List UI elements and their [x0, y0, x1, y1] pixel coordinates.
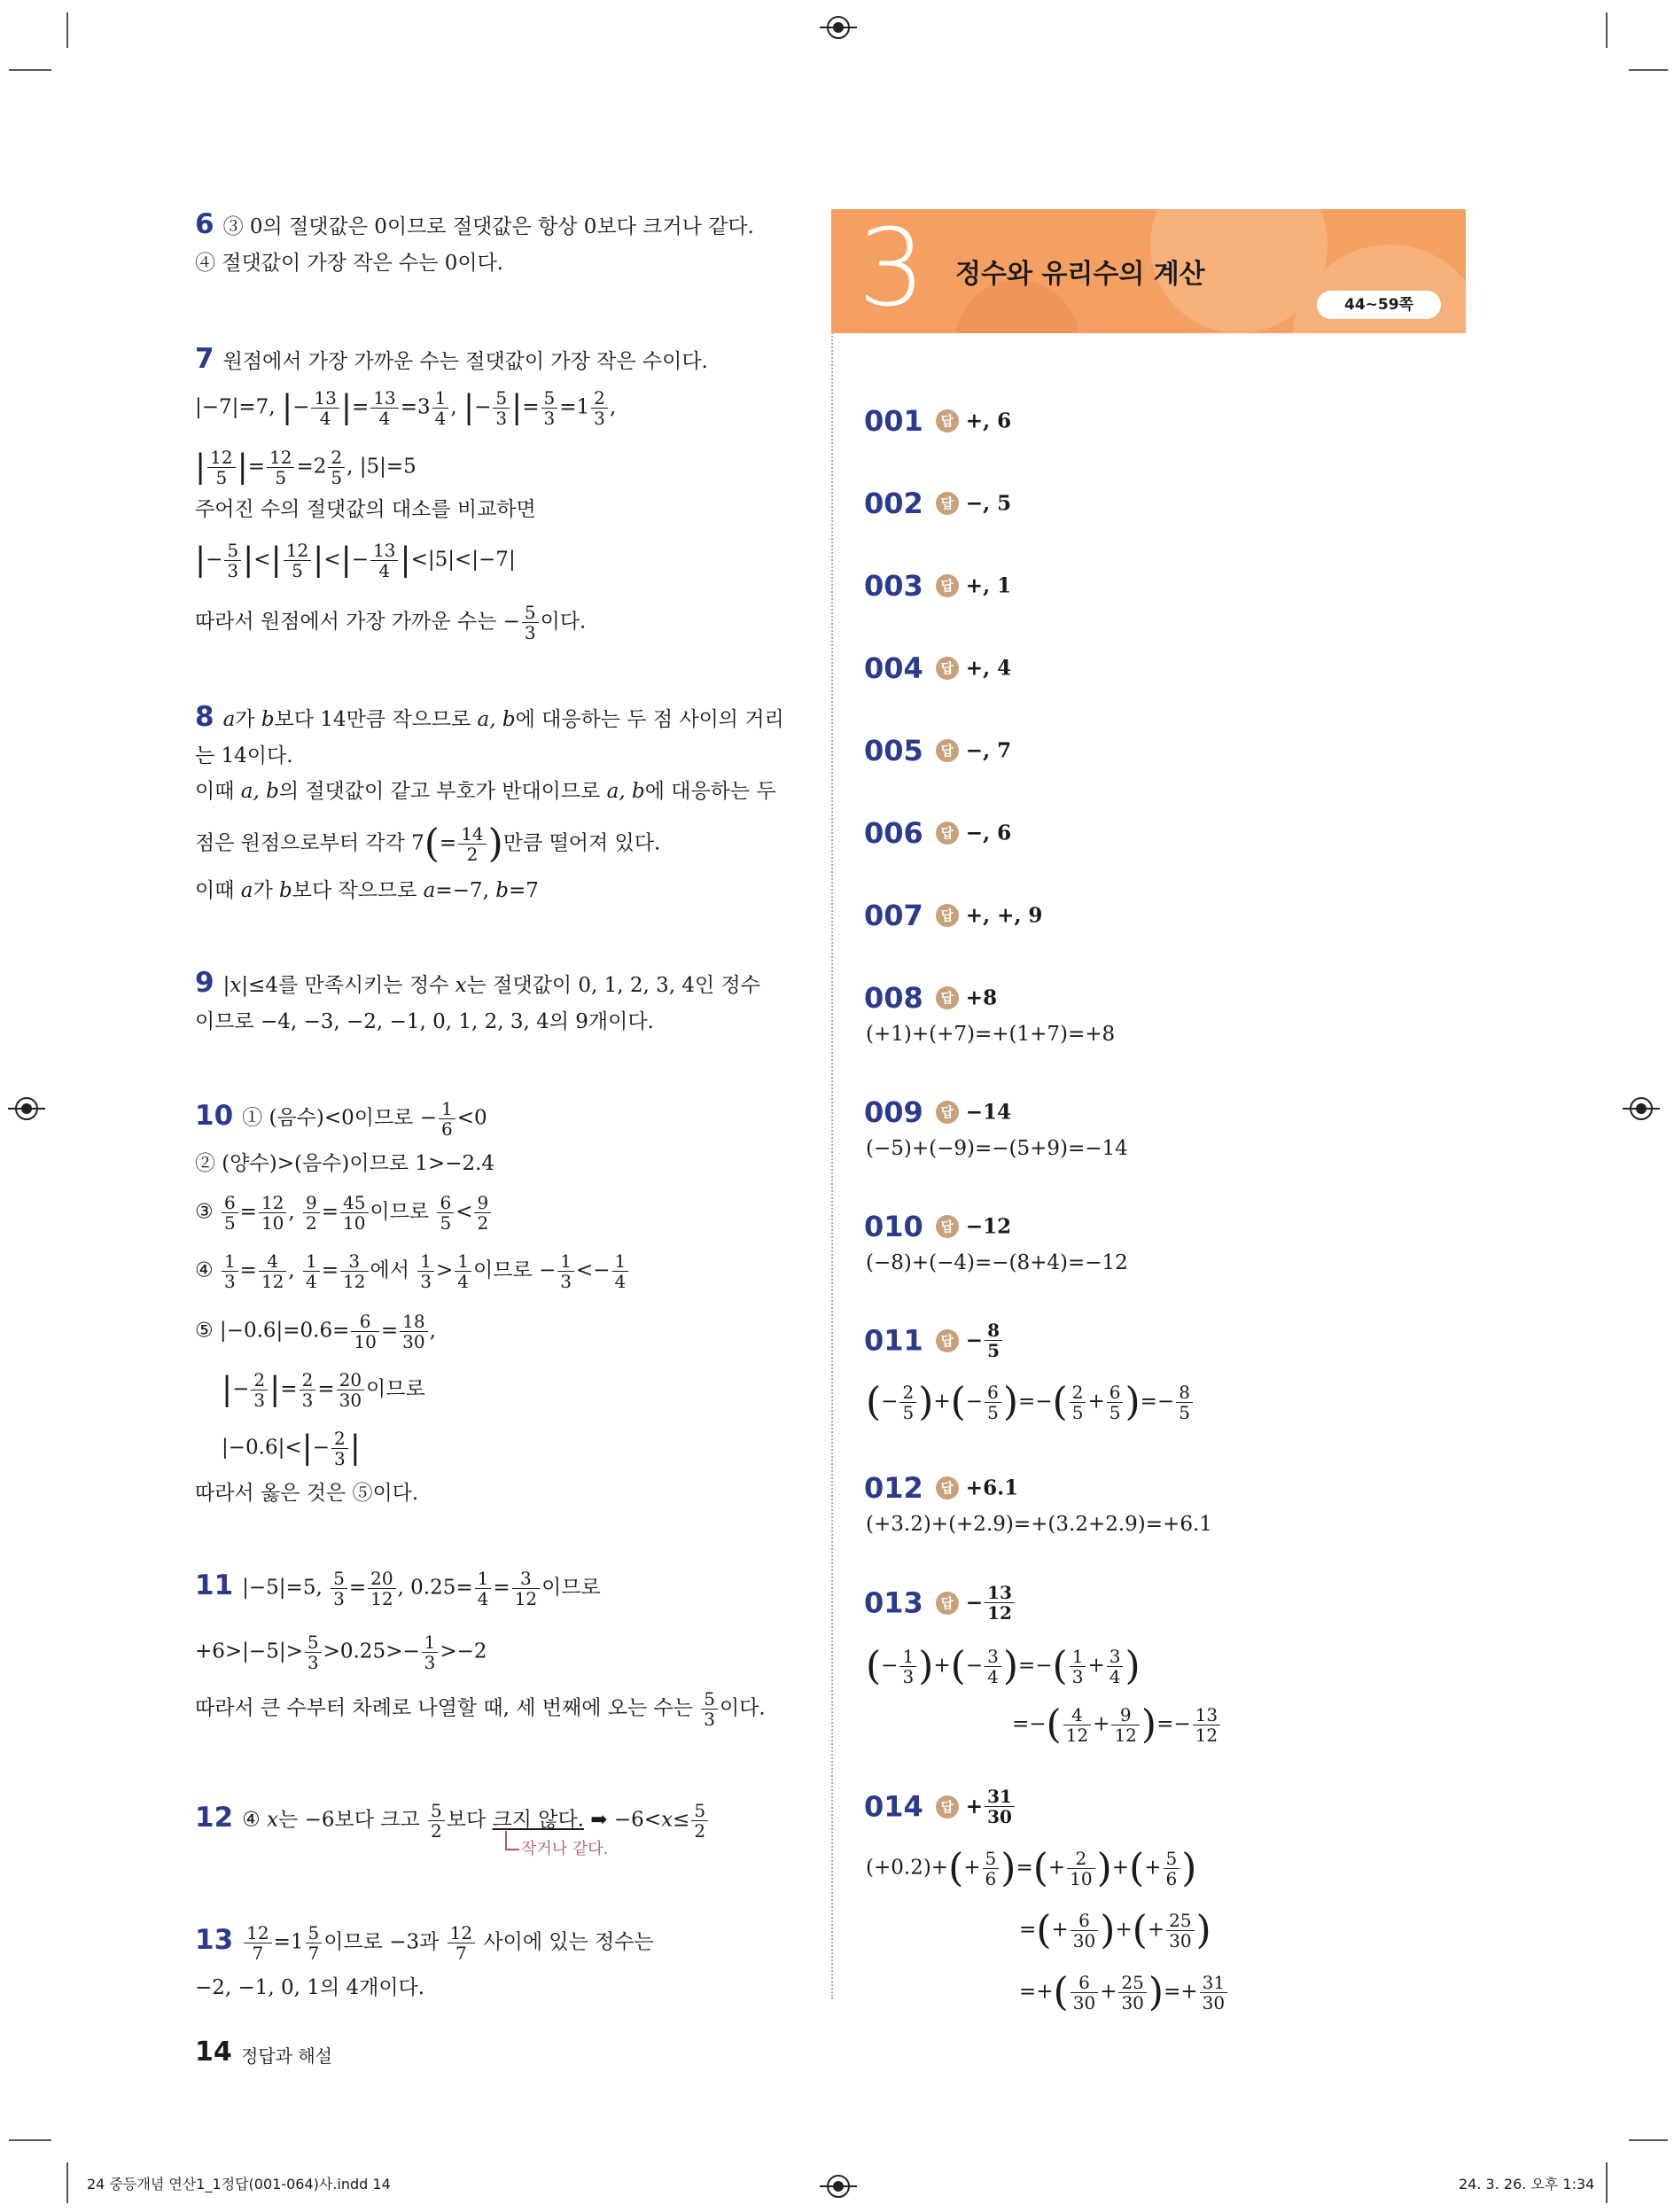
answer-value: +, 4: [965, 656, 1012, 681]
problem-number: 6: [195, 208, 214, 240]
text-line: [195, 495, 536, 525]
chapter-title: 정수와 유리수의 계산: [955, 259, 1205, 290]
text: −2, −1, 0, 1의 4개이다.: [195, 1976, 425, 1999]
answer-number: 005: [864, 734, 923, 767]
answer-009: [864, 1095, 1011, 1129]
text: ≤: [673, 1808, 690, 1832]
answer-value: −12: [965, 1214, 1012, 1239]
answer-badge-icon: 답: [936, 574, 959, 597]
answer-badge-icon: 답: [936, 904, 959, 927]
answer-explanation: (+0.2)+(+ $\frac{5}{6}$ )=(+ $\frac{2}{10}$ )+(+ $\frac{5}{6}$ ): [866, 1845, 1197, 1891]
text-line: [195, 248, 503, 278]
text-line: 따라서 큰 수부터 차례로 나열할 때, 세 번째에 오는 수는 $\frac{5}{3}$ 이다.: [195, 1688, 766, 1730]
answer-014: 014 답 + $\frac{31}{30}$: [864, 1787, 1016, 1826]
text: >0.25>−: [323, 1640, 420, 1663]
answer-explanation: (− $\frac{1}{3}$ )+(− $\frac{3}{4}$ )=−( $\frac{1}{3}$ + $\frac{3}{4}$ ): [866, 1643, 1141, 1689]
answer-number: 010: [864, 1210, 923, 1243]
text: 따라서 원점에서 가장 가까운 수는: [195, 610, 503, 634]
answer-012: [864, 1471, 1018, 1505]
text: ④ 절댓값이 가장 작은 수는 0이다.: [195, 252, 504, 275]
text: 이다.: [719, 1696, 766, 1720]
underlined-text: 크지 않다.: [492, 1808, 584, 1832]
text: 주어진 수의 절댓값의 대소를 비교하면: [195, 498, 536, 521]
math-line: +6>|−5|> $\frac{5}{3}$ >0.25>− $\frac{1}{3}$ >−2: [195, 1632, 487, 1673]
text: ③: [195, 1200, 220, 1224]
problem-12: 12 ④ x는 −6보다 크고 $\frac{5}{2}$ 보다 크지 않다. ➡ −6<x≤ $\frac{5}{2}$: [195, 1801, 710, 1841]
answer-badge-icon: 답: [936, 1592, 959, 1615]
answer-explanation: (+1)+(+7)=+(1+7)=+8: [866, 1023, 1116, 1046]
answer-number: 006: [864, 816, 923, 850]
text: 이므로 −4, −3, −2, −1, 0, 1, 2, 3, 4의 9개이다.: [195, 1010, 654, 1033]
text: +6>|−5|>: [195, 1640, 303, 1663]
math-line: | $\frac{12}{5}$ |= $\frac{12}{5}$ =2 $\frac{2}{5}$ , |5|=5: [195, 447, 417, 488]
answer-number: 014: [864, 1789, 923, 1824]
answer-value: +, +, 9: [965, 903, 1043, 928]
var: b: [279, 879, 292, 902]
text: 점은 원점으로부터 각각 7: [195, 831, 424, 855]
text: >−2: [440, 1640, 487, 1663]
answer-value: −, 7: [965, 738, 1012, 763]
math-line: |− $\frac{5}{3}$ |<| $\frac{12}{5}$ |<|− $\frac{13}{4}$ |<|5|<|−7|: [195, 540, 516, 581]
registration-mark-icon: [827, 16, 850, 39]
answer-badge-icon: 답: [936, 739, 959, 762]
problem-11: 11 |−5|=5, $\frac{5}{3}$ = $\frac{20}{12}$ , 0.25= $\frac{1}{4}$ = $\frac{3}{12}$ 이므로: [195, 1568, 601, 1609]
text: ➡ −6<: [583, 1808, 662, 1832]
registration-mark-icon: [1630, 1097, 1653, 1120]
answer-value: −: [965, 1591, 984, 1615]
math-line: ③ $\frac{6}{5}$ = $\frac{12}{10}$ , $\frac{9}{2}$ = $\frac{45}{10}$ 이므로 $\frac{6}{5}$ < $\frac{9}{2}$: [195, 1193, 493, 1233]
answer-value: +8: [965, 985, 998, 1010]
text: 이므로: [541, 1576, 601, 1600]
text: 보다 14만큼 작으므로: [274, 708, 478, 731]
var: a: [222, 708, 236, 731]
text: 에 대응하는 두 점 사이의 거리: [515, 708, 784, 731]
chapter-number: 3: [858, 209, 926, 331]
problem-6: [195, 209, 754, 242]
text: ③ 0의 절댓값은 0이므로 절댓값은 항상 0보다 크거나 같다.: [222, 215, 754, 238]
problem-number: 10: [195, 1099, 234, 1132]
answer-011: 011 답 − $\frac{8}{5}$: [864, 1320, 1004, 1360]
print-timestamp: 24. 3. 26. 오후 1:34: [1459, 2176, 1595, 2193]
math-line: |− $\frac{2}{3}$ |= $\frac{2}{3}$ = $\frac{20}{30}$ 이므로: [222, 1369, 425, 1411]
text: 는 절댓값이 0, 1, 2, 3, 4인 정수: [466, 974, 760, 997]
answer-005: [864, 734, 1011, 767]
answer-value: −, 5: [965, 491, 1012, 516]
text: 이므로 −3과: [323, 1930, 446, 1954]
crop-mark: [9, 2139, 51, 2141]
var: x: [230, 974, 242, 997]
text: 따라서 옳은 것은 ⑤이다.: [195, 1482, 419, 1505]
var: x: [455, 974, 467, 997]
text-line: 점은 원점으로부터 각각 7(= $\frac{14}{2}$ )만큼 떨어져 있다.: [195, 821, 661, 867]
text-line: [195, 741, 293, 771]
text: 이다.: [540, 610, 587, 634]
problem-13: 13 $\frac{12}{7}$ =1 $\frac{5}{7}$ 이므로 −3과 $\frac{12}{7}$ 사이에 있는 정수는: [195, 1922, 654, 1964]
crop-mark: [1606, 12, 1608, 48]
answer-value: −: [965, 1328, 984, 1352]
answer-badge-icon: 답: [936, 1329, 959, 1352]
text: <−: [575, 1258, 611, 1282]
problem-number: 8: [195, 701, 214, 733]
text: 이때: [195, 780, 241, 803]
var: a: [423, 879, 436, 902]
answer-number: 002: [864, 487, 923, 520]
problem-number: 13: [195, 1923, 234, 1956]
answer-number: 013: [864, 1585, 923, 1620]
text: 이므로: [370, 1200, 436, 1224]
var: x: [267, 1808, 279, 1832]
var: a: [240, 879, 253, 902]
problem-8: [195, 702, 784, 735]
answer-badge-icon: 답: [936, 986, 959, 1009]
page-range-badge: 44~59쪽: [1317, 291, 1441, 319]
text-line: 따라서 원점에서 가장 가까운 수는 − $\frac{5}{3}$ 이다.: [195, 602, 587, 643]
problem-number: 7: [195, 343, 214, 375]
answer-010: [864, 1210, 1011, 1243]
text: 이므로 −: [473, 1258, 557, 1282]
answer-number: 003: [864, 569, 923, 603]
text-line: [195, 1973, 424, 2003]
text: |−5|=5,: [242, 1576, 330, 1600]
var: b: [261, 708, 275, 731]
answer-003: [864, 569, 1011, 603]
annotation-note: 작거나 같다.: [521, 1840, 609, 1858]
answer-explanation: =+( $\frac{6}{30}$ + $\frac{25}{30}$ )=+ $\frac{31}{30}$: [1019, 1973, 1229, 2013]
var: a, b: [240, 780, 279, 803]
answer-value: −, 6: [965, 821, 1012, 845]
text: 의 절댓값이 같고 부호가 반대이므로: [278, 780, 607, 803]
text: 가: [253, 879, 279, 902]
crop-mark: [9, 69, 51, 71]
answer-badge-icon: 답: [936, 657, 959, 680]
crop-mark: [66, 2162, 68, 2203]
answer-value: +6.1: [965, 1476, 1019, 1500]
answer-013: 013 답 − $\frac{13}{12}$: [864, 1583, 1016, 1623]
text-line: [195, 876, 539, 906]
note-pointer: [505, 1831, 519, 1850]
text: 따라서 큰 수부터 차례로 나열할 때, 세 번째에 오는 수는: [195, 1696, 700, 1720]
math-line: ④ $\frac{1}{3}$ = $\frac{4}{12}$ , $\frac{1}{4}$ = $\frac{3}{12}$ 에서 $\frac{1}{3}$ > $\frac{1}{4}$ 이므로 − $\frac{1}{3}$ <− $\frac{1}{4}$: [195, 1251, 630, 1291]
answer-badge-icon: 답: [936, 409, 959, 432]
page-label: 정답과 해설: [241, 2045, 332, 2067]
answer-007: [864, 899, 1042, 932]
answer-number: 008: [864, 981, 923, 1015]
answer-value: −14: [965, 1100, 1012, 1125]
text: 가: [235, 708, 261, 731]
math-line: |−7|=7, |− $\frac{13}{4}$ |= $\frac{13}{4}$ =3 $\frac{1}{4}$ , |− $\frac{5}{3}$ |= $\frac{5}{3}$ =1 $\frac{2}{3}$ ,: [195, 387, 617, 429]
var: a, b: [477, 708, 516, 731]
text: ② (양수)>(음수)이므로 1>−2.4: [195, 1152, 495, 1175]
text: 이때: [195, 879, 241, 902]
answer-explanation: (−8)+(−4)=−(8+4)=−12: [866, 1251, 1128, 1274]
column-divider: [831, 209, 833, 1999]
answer-004: [864, 651, 1011, 685]
answer-002: [864, 487, 1011, 520]
answer-number: 007: [864, 899, 923, 932]
chapter-banner: [831, 209, 1466, 333]
problem-number: 9: [195, 967, 214, 999]
answer-value: +, 1: [965, 573, 1012, 598]
answer-badge-icon: 답: [936, 492, 959, 515]
problem-10: 10 ① (음수)<0이므로 − $\frac{1}{6}$ <0: [195, 1098, 487, 1140]
text: 만큼 떨어져 있다.: [502, 831, 661, 855]
answer-number: 011: [864, 1323, 923, 1358]
text: ④: [242, 1808, 268, 1832]
text: 는 −6보다 크고: [278, 1808, 426, 1832]
answer-explanation: (+3.2)+(+2.9)=+(3.2+2.9)=+6.1: [866, 1513, 1212, 1536]
text: |≤4를 만족시키는 정수: [241, 974, 455, 997]
math-line: ⑤ |−0.6|=0.6= $\frac{6}{10}$ = $\frac{18}{30}$ ,: [195, 1311, 436, 1352]
math-line: |−0.6|<|− $\frac{2}{3}$ |: [222, 1428, 361, 1469]
text-line: [195, 1478, 418, 1508]
answer-number: 001: [864, 404, 923, 438]
page-number: 14: [195, 2037, 232, 2068]
answer-001: [864, 404, 1011, 438]
text-line: [195, 1007, 654, 1037]
text: 보다 작으므로: [292, 879, 424, 902]
text: 에 대응하는 두: [644, 780, 776, 803]
problem-9: [195, 968, 760, 1001]
crop-mark: [1606, 2162, 1608, 2203]
problem-7: [195, 344, 708, 377]
answer-value: +: [965, 1795, 984, 1819]
crop-mark: [1629, 69, 1668, 71]
text: =−7,: [435, 879, 496, 902]
answer-value: +, 6: [965, 409, 1012, 433]
problem-number: 11: [195, 1569, 234, 1601]
file-slug: 24 중등개념 연산1_1정답(001-064)사.indd 14: [87, 2176, 391, 2193]
text-line: [195, 776, 776, 806]
text: 사이에 있는 정수는: [477, 1930, 654, 1954]
answer-008: [864, 981, 997, 1015]
var: b: [495, 879, 509, 902]
text: ⑤ |−0.6|=0.6=: [195, 1319, 350, 1343]
answer-explanation: (− $\frac{2}{5}$ )+(− $\frac{6}{5}$ )=−( $\frac{2}{5}$ + $\frac{6}{5}$ )=− $\frac{8}{5}$: [866, 1382, 1195, 1422]
var: x: [661, 1808, 673, 1832]
problem-number: 12: [195, 1801, 234, 1834]
answer-number: 009: [864, 1095, 923, 1129]
text: ① (음수)<0이므로 −: [242, 1106, 437, 1130]
text: |−0.6|<: [222, 1436, 302, 1460]
text: |: [222, 974, 230, 997]
answer-006: [864, 816, 1011, 850]
registration-mark-icon: [827, 2175, 850, 2198]
text: 는 14이다.: [195, 744, 293, 767]
text: =1: [273, 1930, 304, 1954]
text: 원점에서 가장 가까운 수는 절댓값이 가장 작은 수이다.: [222, 350, 708, 373]
text: =7: [508, 879, 539, 902]
answer-badge-icon: 답: [936, 1101, 959, 1124]
answer-badge-icon: 답: [936, 1795, 959, 1819]
answer-explanation: =−( $\frac{4}{12}$ + $\frac{9}{12}$ )=− $\frac{13}{12}$: [1012, 1705, 1222, 1745]
registration-mark-icon: [15, 1097, 38, 1120]
answer-badge-icon: 답: [936, 1476, 959, 1499]
answer-badge-icon: 답: [936, 822, 959, 845]
answer-badge-icon: 답: [936, 1215, 959, 1238]
text: <0: [456, 1106, 487, 1130]
answer-number: 004: [864, 651, 923, 685]
answer-number: 012: [864, 1471, 923, 1505]
text: 이므로: [366, 1377, 425, 1401]
text: 보다: [446, 1808, 493, 1832]
text: , 0.25=: [397, 1576, 473, 1600]
crop-mark: [1629, 2139, 1668, 2141]
answer-explanation: =(+ $\frac{6}{30}$ )+(+ $\frac{25}{30}$ ): [1019, 1907, 1211, 1953]
answer-explanation: (−5)+(−9)=−(5+9)=−14: [866, 1137, 1128, 1160]
text: 에서: [370, 1258, 417, 1282]
text-line: [195, 1149, 494, 1179]
crop-mark: [66, 12, 68, 48]
text: ④: [195, 1258, 220, 1282]
var: a, b: [606, 780, 645, 803]
